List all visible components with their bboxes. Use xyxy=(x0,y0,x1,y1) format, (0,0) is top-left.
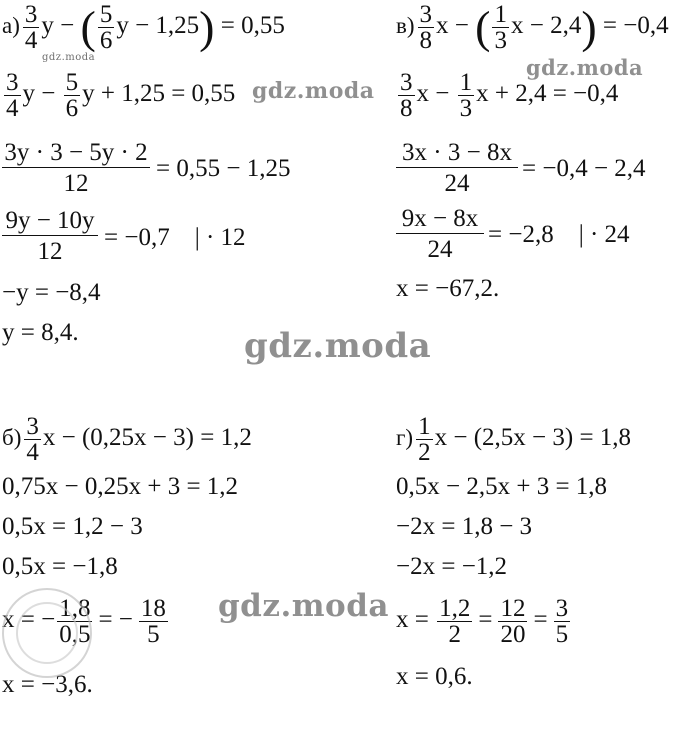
fraction: $\frac{3}{8}$ xyxy=(400,69,413,122)
problem-g-label: г) xyxy=(396,425,414,451)
fraction: $\frac{12}{20}$ xyxy=(500,595,526,648)
fraction: $\frac{3}{4}$ xyxy=(26,413,39,466)
problem-a-line-3-rhs: = 0,55 − 1,25 xyxy=(156,155,291,182)
watermark: gdz.moda xyxy=(218,588,389,624)
copyright-stamp-icon xyxy=(2,588,92,678)
problem-a-line-2: $\frac{3}{4}$ y − $\frac{5}{6}$ y + 1,25 = 0,55 xyxy=(6,69,236,122)
problem-g-line-5: x = $\frac{1,2}{2}$ = $\frac{12}{20}$ = $\frac{3}{5}$ xyxy=(396,595,569,648)
problem-a-line-6: y = 8,4. xyxy=(2,319,79,346)
watermark: gdz.moda xyxy=(252,78,375,104)
problem-g-line-6: x = 0,6. xyxy=(396,663,473,690)
problem-v-line-3-fraction: 3x · 3 − 8x 24 xyxy=(396,140,518,196)
problem-b-label: б) xyxy=(2,425,22,451)
fraction: $\frac{5}{6}$ xyxy=(65,69,79,122)
fraction: $\frac{1,2}{2}$ xyxy=(439,595,471,648)
watermark: gdz.moda xyxy=(244,326,432,366)
watermark-small: gdz.moda xyxy=(42,52,96,63)
problem-g-line-3: −2x = 1,8 − 3 xyxy=(396,513,533,540)
fraction: $\frac{5}{6}$ xyxy=(99,1,113,54)
problem-g-line-2: 0,5x − 2,5x + 3 = 1,8 xyxy=(396,473,608,500)
problem-v-line-1: в) $\frac{3}{8}$ x − ( $\frac{1}{3}$ x − 2,4) = −0,4 xyxy=(396,1,669,54)
problem-v-label: в) xyxy=(396,13,415,39)
fraction: $\frac{3}{8}$ xyxy=(419,1,433,54)
problem-v-line-4-rhs: = −2,8 | · 24 xyxy=(488,221,630,248)
problem-a-line-4-rhs: = −0,7 | · 12 xyxy=(104,224,246,251)
problem-a-line-1: а) $\frac{3}{4}$ y − ( $\frac{5}{6}$ y − 1,25) = 0,55 xyxy=(2,1,285,54)
problem-b-line-6: x = −3,6. xyxy=(2,671,93,698)
fraction: $\frac{3}{4}$ xyxy=(24,1,38,54)
problem-v-line-4-fraction: 9x − 8x 24 xyxy=(396,206,484,262)
problem-g-line-1: г) $\frac{1}{2}$ x − (2,5x − 3) = 1,8 xyxy=(396,413,632,466)
problem-b-line-1: б) $\frac{3}{4}$ x − (0,25x − 3) = 1,2 xyxy=(2,413,252,466)
fraction: $\frac{3}{5}$ xyxy=(555,595,569,648)
problem-a-line-4-fraction: 9y − 10y 12 xyxy=(2,208,98,264)
problem-b-line-4: 0,5x = −1,8 xyxy=(2,553,118,580)
watermark: gdz.moda xyxy=(526,55,644,80)
problem-b-line-2: 0,75x − 0,25x + 3 = 1,2 xyxy=(2,473,239,500)
fraction: $\frac{1}{3}$ xyxy=(494,1,507,54)
problem-b-line-3: 0,5x = 1,2 − 3 xyxy=(2,513,143,540)
problem-v-line-5: x = −67,2. xyxy=(396,275,500,302)
problem-v-line-2: $\frac{3}{8}$ x − $\frac{1}{3}$ x + 2,4 = −0,4 xyxy=(400,69,619,122)
problem-v-line-3-rhs: = −0,4 − 2,4 xyxy=(522,155,646,182)
fraction: $\frac{18}{5}$ xyxy=(140,595,166,648)
problem-a-line-3-fraction: 3y · 3 − 5y · 2 12 xyxy=(2,140,150,196)
problem-b-line-5: x = − $\frac{1,8}{0,5}$ = − $\frac{18}{5}$ xyxy=(2,595,166,648)
problem-a-label: а) xyxy=(2,13,20,39)
problem-a-line-5: −y = −8,4 xyxy=(2,279,101,306)
fraction: $\frac{1}{3}$ xyxy=(459,69,473,122)
fraction: $\frac{3}{4}$ xyxy=(6,69,19,122)
fraction: $\frac{1}{2}$ xyxy=(418,413,431,466)
problem-g-line-4: −2x = −1,2 xyxy=(396,553,508,580)
fraction: $\frac{1,8}{0,5}$ xyxy=(59,595,91,648)
